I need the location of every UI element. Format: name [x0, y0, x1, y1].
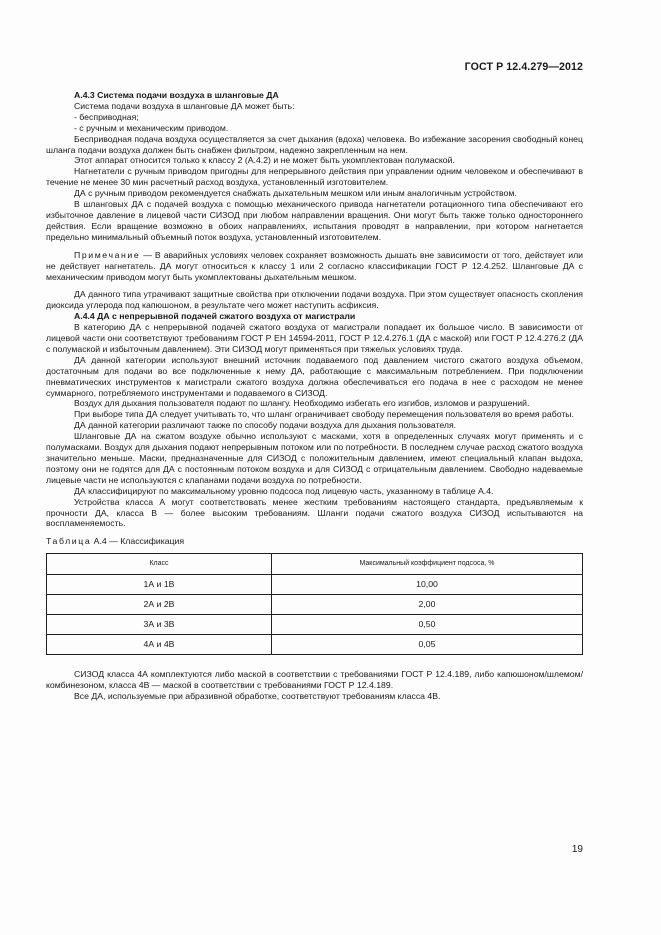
table-cell-class: 3А и 3В	[47, 615, 272, 635]
paragraph: Система подачи воздуха в шланговые ДА может быть:	[74, 100, 295, 111]
paragraph: ДА классифицируют по максимальному уровню подсоса под лицевую часть, указанному в таблице А.4.	[74, 485, 494, 496]
paragraph: Устройства класса А могут соответствовать менее жестким требованиям настоящего стандарта, предъявляемым к прочности ДА, класса В — более высоким требованиям. Шланги подачи сжатого воздуха СИЗОД испытываются на воспламеняемость.	[46, 496, 583, 529]
list-item: - бесприводная;	[74, 111, 139, 122]
paragraph: Этот аппарат относится только к классу 2 (А.4.2) и не может быть укомплектован полумаской.	[74, 155, 455, 166]
paragraph: Шланговые ДА на сжатом воздухе обычно используют с масками, хотя в определенных случаях могут применять и с полумасками. Воздух для дыхания подают непрерывным потоком или по потребности. В последнем случае расход сжатого воздуха значительно меньше. Маски, предназначенные для СИЗОД с положительным давлением, имеют специальный клапан выдоха, поэтому они не годятся для ДА с постоянным потоком воздуха и для СИЗОД с отрицательным давлением. Свободно надеваемые лицевые части не используются с клапанами подачи воздуха по потребности.	[46, 431, 583, 485]
table-cell-value: 2,00	[272, 595, 583, 615]
page-number: 19	[571, 844, 583, 855]
table-caption	[46, 536, 583, 547]
table-row	[47, 595, 583, 615]
table-row	[47, 635, 583, 655]
table-row	[47, 575, 583, 595]
table-cell-value: 10,00	[272, 575, 583, 595]
paragraph: Все ДА, используемые при абразивной обработке, соответствуют требованиям класса 4В.	[74, 691, 441, 702]
column-header-class: Класс	[47, 554, 272, 575]
table-cell-value: 0,05	[272, 635, 583, 655]
table-cell-value: 0,50	[272, 615, 583, 635]
paragraph: В шланговых ДА с подачей воздуха с помощью механического привода нагнетатели ротационного типа обеспечивают его избыточное давление в лицевой части СИЗОД при любом направлении вращения. Они могут быть также только одностороннего действия. Если вращение возможно в обоих направлениях, испытания проводят в направлении, при котором нагнетается предельно минимальный объемный поток воздуха, установленный изготовителем.	[46, 199, 583, 242]
paragraph: Бесприводная подача воздуха осуществляется за счет дыхания (вдоха) человека. Во избежание засорения свободный конец шланга подачи воздуха должен быть снабжен фильтром, надежно закрепленным на нем.	[46, 133, 583, 155]
note-text: — В аварийных условиях человек сохраняет возможность дышать вне зависимости от того, действует или не действует нагнетатель. ДА могут относиться к классу 1 или 2 согласно классификации ГОСТ Р 12.4.252. Шланговые ДА с механическим приводом могут быть укомплектованы дыхательным мешком.	[46, 249, 583, 282]
section-heading-a444: А.4.4 ДА с непрерывной подачей сжатого воздуха от магистрали	[74, 311, 356, 322]
list-item: - с ручным и механическим приводом.	[74, 122, 229, 133]
document-header-id: ГОСТ Р 12.4.279—2012	[464, 61, 583, 73]
paragraph: В категорию ДА с непрерывной подачей сжатого воздуха от магистрали попадает их большое число. В зависимости от лицевой части они соответствуют требованиям ГОСТ Р ЕН 14594-2011, ГОСТ Р 12.4.276.1 (ДА с маской) или ГОСТ Р 12.4.276.2 (ДА с полумаской и избыточным давлением). Эти СИЗОД могут применяться при тяжелых условиях труда.	[46, 322, 583, 354]
paragraph: ДА данного типа утрачивают защитные свойства при отключении подачи воздуха. При этом существует опасность скопления диоксида углерода под капюшоном, в результате чего может наступить асфиксия.	[46, 289, 583, 311]
paragraph: Нагнетатели с ручным приводом пригодны для непрерывного действия при управлении одним человеком и обеспечивают в течение не менее 30 мин расчетный расход воздуха, установленный изготовителем.	[46, 166, 583, 188]
section-heading-a443: А.4.3 Система подачи воздуха в шланговые ДА	[74, 90, 279, 100]
table-caption-text: А.4 — Классификация	[91, 536, 185, 547]
paragraph: ДА с ручным приводом рекомендуется снабжать дыхательным мешком или иным аналогичным устройством.	[74, 188, 517, 199]
table-row	[47, 615, 583, 635]
note-label: Примечание	[74, 249, 141, 260]
paragraph: СИЗОД класса 4А комплектуются либо маской в соответствии с требованиями ГОСТ Р 12.4.189, либо капюшоном/шлемом/комбинезоном, класса 4В — маской в соответствии с требованиями ГОСТ Р 12.4.189.	[46, 669, 583, 691]
table-cell-class: 4А и 4В	[47, 635, 272, 655]
classification-table	[46, 553, 583, 655]
paragraph: ДА данной категории используют внешний источник подаваемого под давлением чистого сжатого воздуха объемом, достаточным для подачи во все подключенные к нему ДА, работающие с максимальным потреблением. При подключении пневматических инструментов к магистрали сжатого воздуха должна обеспечиваться его подача в нее с расходом не менее суммарного, потребляемого инструментами и подаваемого в СИЗОД.	[46, 354, 583, 398]
note-paragraph	[46, 250, 583, 283]
table-caption-label: Таблица	[46, 536, 92, 547]
document-body	[46, 90, 583, 702]
table-cell-class: 2А и 2В	[47, 595, 272, 615]
table-header-row	[47, 554, 583, 575]
paragraph: ДА данной категории различают также по способу подачи воздуха для дыхания пользователя.	[74, 420, 457, 431]
column-header-coefficient: Максимальный коэффициент подсоса, %	[272, 554, 583, 575]
table-cell-class: 1А и 1В	[47, 575, 272, 595]
paragraph: Воздух для дыхания пользователя подают по шлангу. Необходимо избегать его изгибов, изломов и разрушений.	[74, 398, 530, 409]
post-table-section	[46, 669, 583, 702]
paragraph: При выборе типа ДА следует учитывать то, что шланг ограничивает свободу перемещения пользователя во время работы.	[74, 409, 574, 420]
